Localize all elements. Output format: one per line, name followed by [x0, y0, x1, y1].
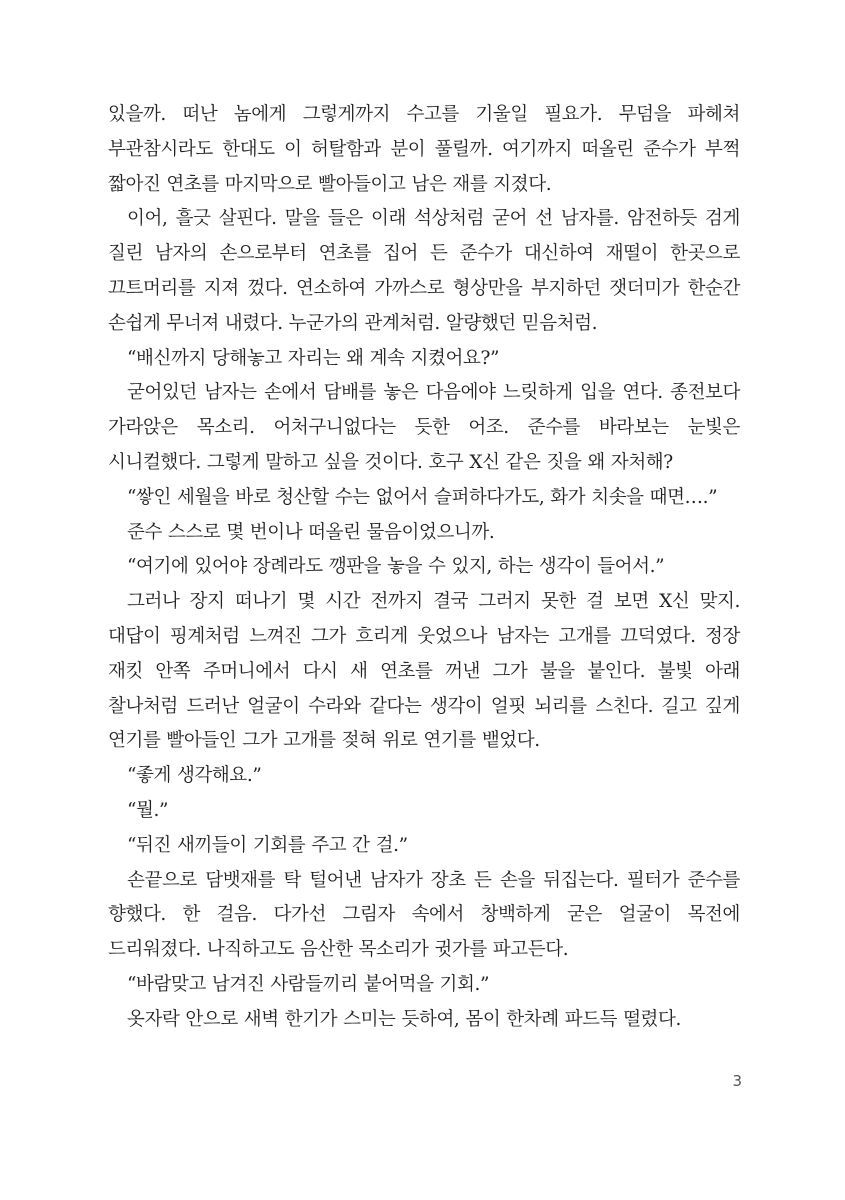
page-number: 3 — [732, 1072, 742, 1090]
paragraph-1: 있을까. 떠난 놈에게 그렇게까지 수고를 기울일 필요가. 무덤을 파헤쳐 부관참시라도 한대도 이 허탈함과 분이 풀릴까. 여기까지 떠올린 준수가 부쩍 짧아진 연초를 마지막으로 빨아들이고 남은 재를 지졌다. — [108, 104, 740, 195]
paragraph-9: “좋게 생각해요.” — [127, 765, 262, 787]
paragraph-4: 굳어있던 남자는 손에서 담배를 놓은 다음에야 느릿하게 입을 연다. 종전보다 가라앉은 목소리. 어처구니없다는 듯한 어조. 준수를 바라보는 눈빛은 시니컬했다. 그렇게 말하고 싶을 것이다. 호구 X신 같은 짓을 왜 자처해? — [108, 382, 740, 473]
paragraph-7: “여기에 있어야 장례라도 깽판을 놓을 수 있지, 하는 생각이 들어서.” — [127, 556, 665, 578]
paragraph-2: 이어, 흘긋 살핀다. 말을 들은 이래 석상처럼 굳어 선 남자를. 암전하듯 검게 질린 남자의 손으로부터 연초를 집어 든 준수가 대신하여 재떨이 한곳으로 끄트머리를 지져 껐다. 연소하여 가까스로 형상만을 부지하던 잿더미가 한순간 손쉽게 무너져 내렸다. 누군가의 관계처럼. 알량했던 믿음처럼. — [108, 208, 740, 334]
paragraph-10: “뭘.” — [127, 799, 169, 821]
paragraph-8: 그러나 장지 떠나기 몇 시간 전까지 결국 그러지 못한 걸 보면 X신 맞지. 대답이 핑계처럼 느껴진 그가 흐리게 웃었으나 남자는 고개를 끄덕였다. 정장 재킷 안쪽 주머니에서 다시 새 연초를 꺼낸 그가 불을 붙인다. 불빛 아래 찰나처럼 드러난 얼굴이 수라와 같다는 생각이 얼핏 뇌리를 스친다. 길고 깊게 연기를 빨아들인 그가 고개를 젖혀 위로 연기를 뱉었다. — [108, 591, 740, 752]
paragraph-11: “뒤진 새끼들이 기회를 주고 간 걸.” — [127, 834, 408, 856]
paragraph-5: “쌓인 세월을 바로 청산할 수는 없어서 슬퍼하다가도, 화가 치솟을 때면….” — [127, 486, 718, 508]
paragraph-13: “바람맞고 남겨진 사람들끼리 붙어먹을 기회.” — [127, 973, 489, 995]
paragraph-14: 옷자락 안으로 새벽 한기가 스미는 듯하여, 몸이 한차례 파드득 떨렸다. — [127, 1008, 681, 1030]
paragraph-6: 준수 스스로 몇 번이나 떠올린 물음이었으니까. — [127, 521, 495, 543]
paragraph-12: 손끝으로 담뱃재를 탁 털어낸 남자가 장초 든 손을 뒤집는다. 필터가 준수를 향했다. 한 걸음. 다가선 그림자 속에서 창백하게 굳은 얼굴이 목전에 드리워졌다. 나직하고도 음산한 목소리가 귓가를 파고든다. — [108, 869, 740, 961]
body-text — [108, 98, 740, 1038]
paragraph-3: “배신까지 당해놓고 자리는 왜 계속 지켰어요?” — [127, 347, 500, 369]
